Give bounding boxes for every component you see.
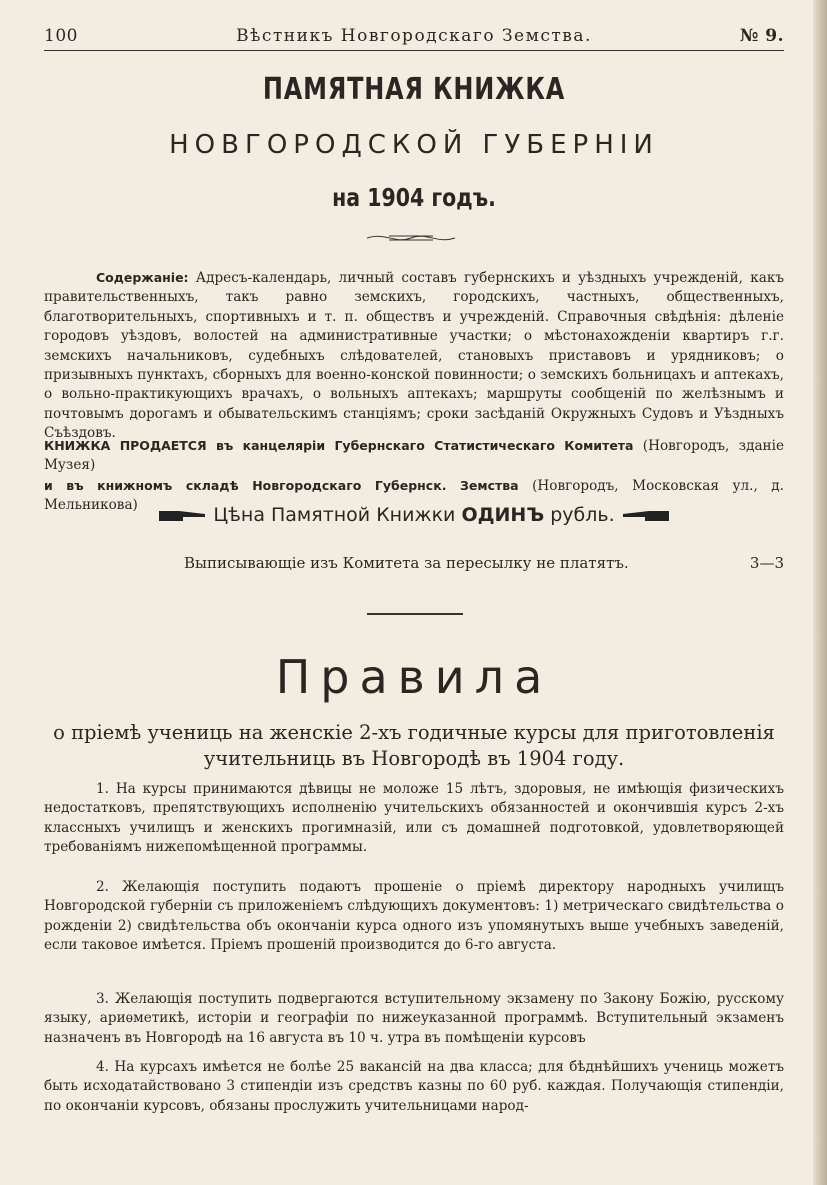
advert-contents bbox=[44, 268, 784, 444]
ornament-divider bbox=[365, 232, 457, 244]
section-divider bbox=[367, 613, 463, 615]
subscribers-note: Выписывающіе изъ Комитета за пересылку не платятъ. bbox=[184, 554, 629, 572]
ad-reference: 3—3 bbox=[749, 554, 784, 572]
advert-subtitle: НОВГОРОДСКОЙ ГУБЕРНІИ bbox=[169, 130, 659, 160]
price-line bbox=[44, 504, 784, 526]
contents-text: Адресъ-календарь, личный составъ губернскихъ и уѣздныхъ учрежденій, какъ правительственныхъ, такъ равно земскихъ, городскихъ, частныхъ, общественныхъ, благотворительныхъ, спортивныхъ и т. п. обществъ и учрежденій. Справочныя свѣдѣнія: дѣленіе городовъ уѣздовъ, волостей на административные участки; о мѣстонахожденіи квартиръ г.г. земскихъ начальниковъ, судебныхъ слѣдователей, становыхъ приставовъ и урядниковъ; о призывныхъ пунктахъ, сборныхъ для военно-конской повинности; о земскихъ больницахъ и аптекахъ, о вольно-практикующихъ врачахъ, о вольныхъ аптекахъ; маршруты сообщеній по желѣзнымъ и почтовымъ дорогамъ и обывательскимъ станціямъ; сроки засѣданій Окружныхъ Судовъ и Уѣздныхъ Съѣздовъ. bbox=[44, 270, 784, 442]
sale-text-2: (Новгородъ, Московская ул., д. Мельникова) bbox=[44, 477, 784, 514]
rules-subheading: о пріемѣ учениць на женскіе 2-хъ годичные курсы для приготовленія учительниць въ Новгородѣ въ 1904 году. bbox=[53, 721, 775, 770]
rule-paragraph-3: 3. Желающія поступить подвергаются вступительному экзамену по Закону Божію, русскому языку, ариѳметикѣ, исторіи и географіи по нижеуказанной программѣ. Вступительный экзаменъ назначенъ въ Новгородѣ на 16 августа въ 10 ч. утра въ помѣщеніи курсовъ bbox=[44, 991, 784, 1046]
running-header bbox=[44, 24, 784, 51]
sale-lead: КНИЖКА ПРОДАЕТСЯ въ канцеляріи Губернскаго Статистическаго Комитета bbox=[44, 438, 634, 453]
issue-number: № 9. bbox=[739, 26, 784, 46]
contents-lead: Содержаніе: bbox=[96, 270, 189, 285]
page-edge bbox=[813, 0, 827, 1185]
rule-paragraph-4: 4. На курсахъ имѣется не болѣе 25 вакансій на два класса; для бѣднѣйшихъ учениць можетъ быть исходатайствовано 3 стипендіи изъ средствъ казны по 60 руб. каждая. Получающія стипендіи, по окончаніи курсовъ, обязаны прослужить учительницами народ- bbox=[44, 1059, 784, 1114]
price-amount: ОДИНЪ bbox=[461, 504, 545, 526]
sale-lead-2: и въ книжномъ складѣ Новгородскаго Губернск. Земства bbox=[44, 477, 519, 493]
pointing-hand-left-icon bbox=[621, 508, 669, 524]
price-post: рубль. bbox=[544, 504, 615, 526]
advert-year: на 1904 годъ. bbox=[332, 183, 496, 212]
journal-title: Вѣстникъ Новгородскаго Земства. bbox=[236, 26, 592, 46]
rule-paragraph-2: 2. Желающія поступить подаютъ прошеніе о пріемѣ директору народныхъ училищъ Новгородской губерніи съ приложеніемъ слѣдующихъ документовъ: 1) метрическаго свидѣтельства о рожденіи 2) свидѣтельства объ окончаніи курса одного изъ упомянутыхъ выше учебныхъ заведеній, если таковое имѣется. Пріемъ прошеній производится до 6-го августа. bbox=[44, 879, 784, 954]
rule-paragraph-1: 1. На курсы принимаются дѣвицы не моложе 15 лѣтъ, здоровыя, не имѣющія физическихъ недостатковъ, препятствующихъ исполненію учительскихъ обязанностей и окончившія курсъ 2-хъ классныхъ училищъ и женскихъ прогимназій, или съ домашней подготовкой, удовлетворяющей требованіямъ нижепомѣщенной программы. bbox=[44, 781, 784, 856]
page-number: 100 bbox=[44, 26, 78, 46]
rules-heading: Правила bbox=[275, 650, 553, 704]
sale-text-1: (Новгородъ, зданіе Музея) bbox=[44, 438, 785, 474]
advert-title: ПАМЯТНАЯ КНИЖКА bbox=[262, 72, 566, 107]
pointing-hand-right-icon bbox=[159, 508, 207, 524]
price-pre: Цѣна Памятной Книжки bbox=[213, 504, 462, 526]
